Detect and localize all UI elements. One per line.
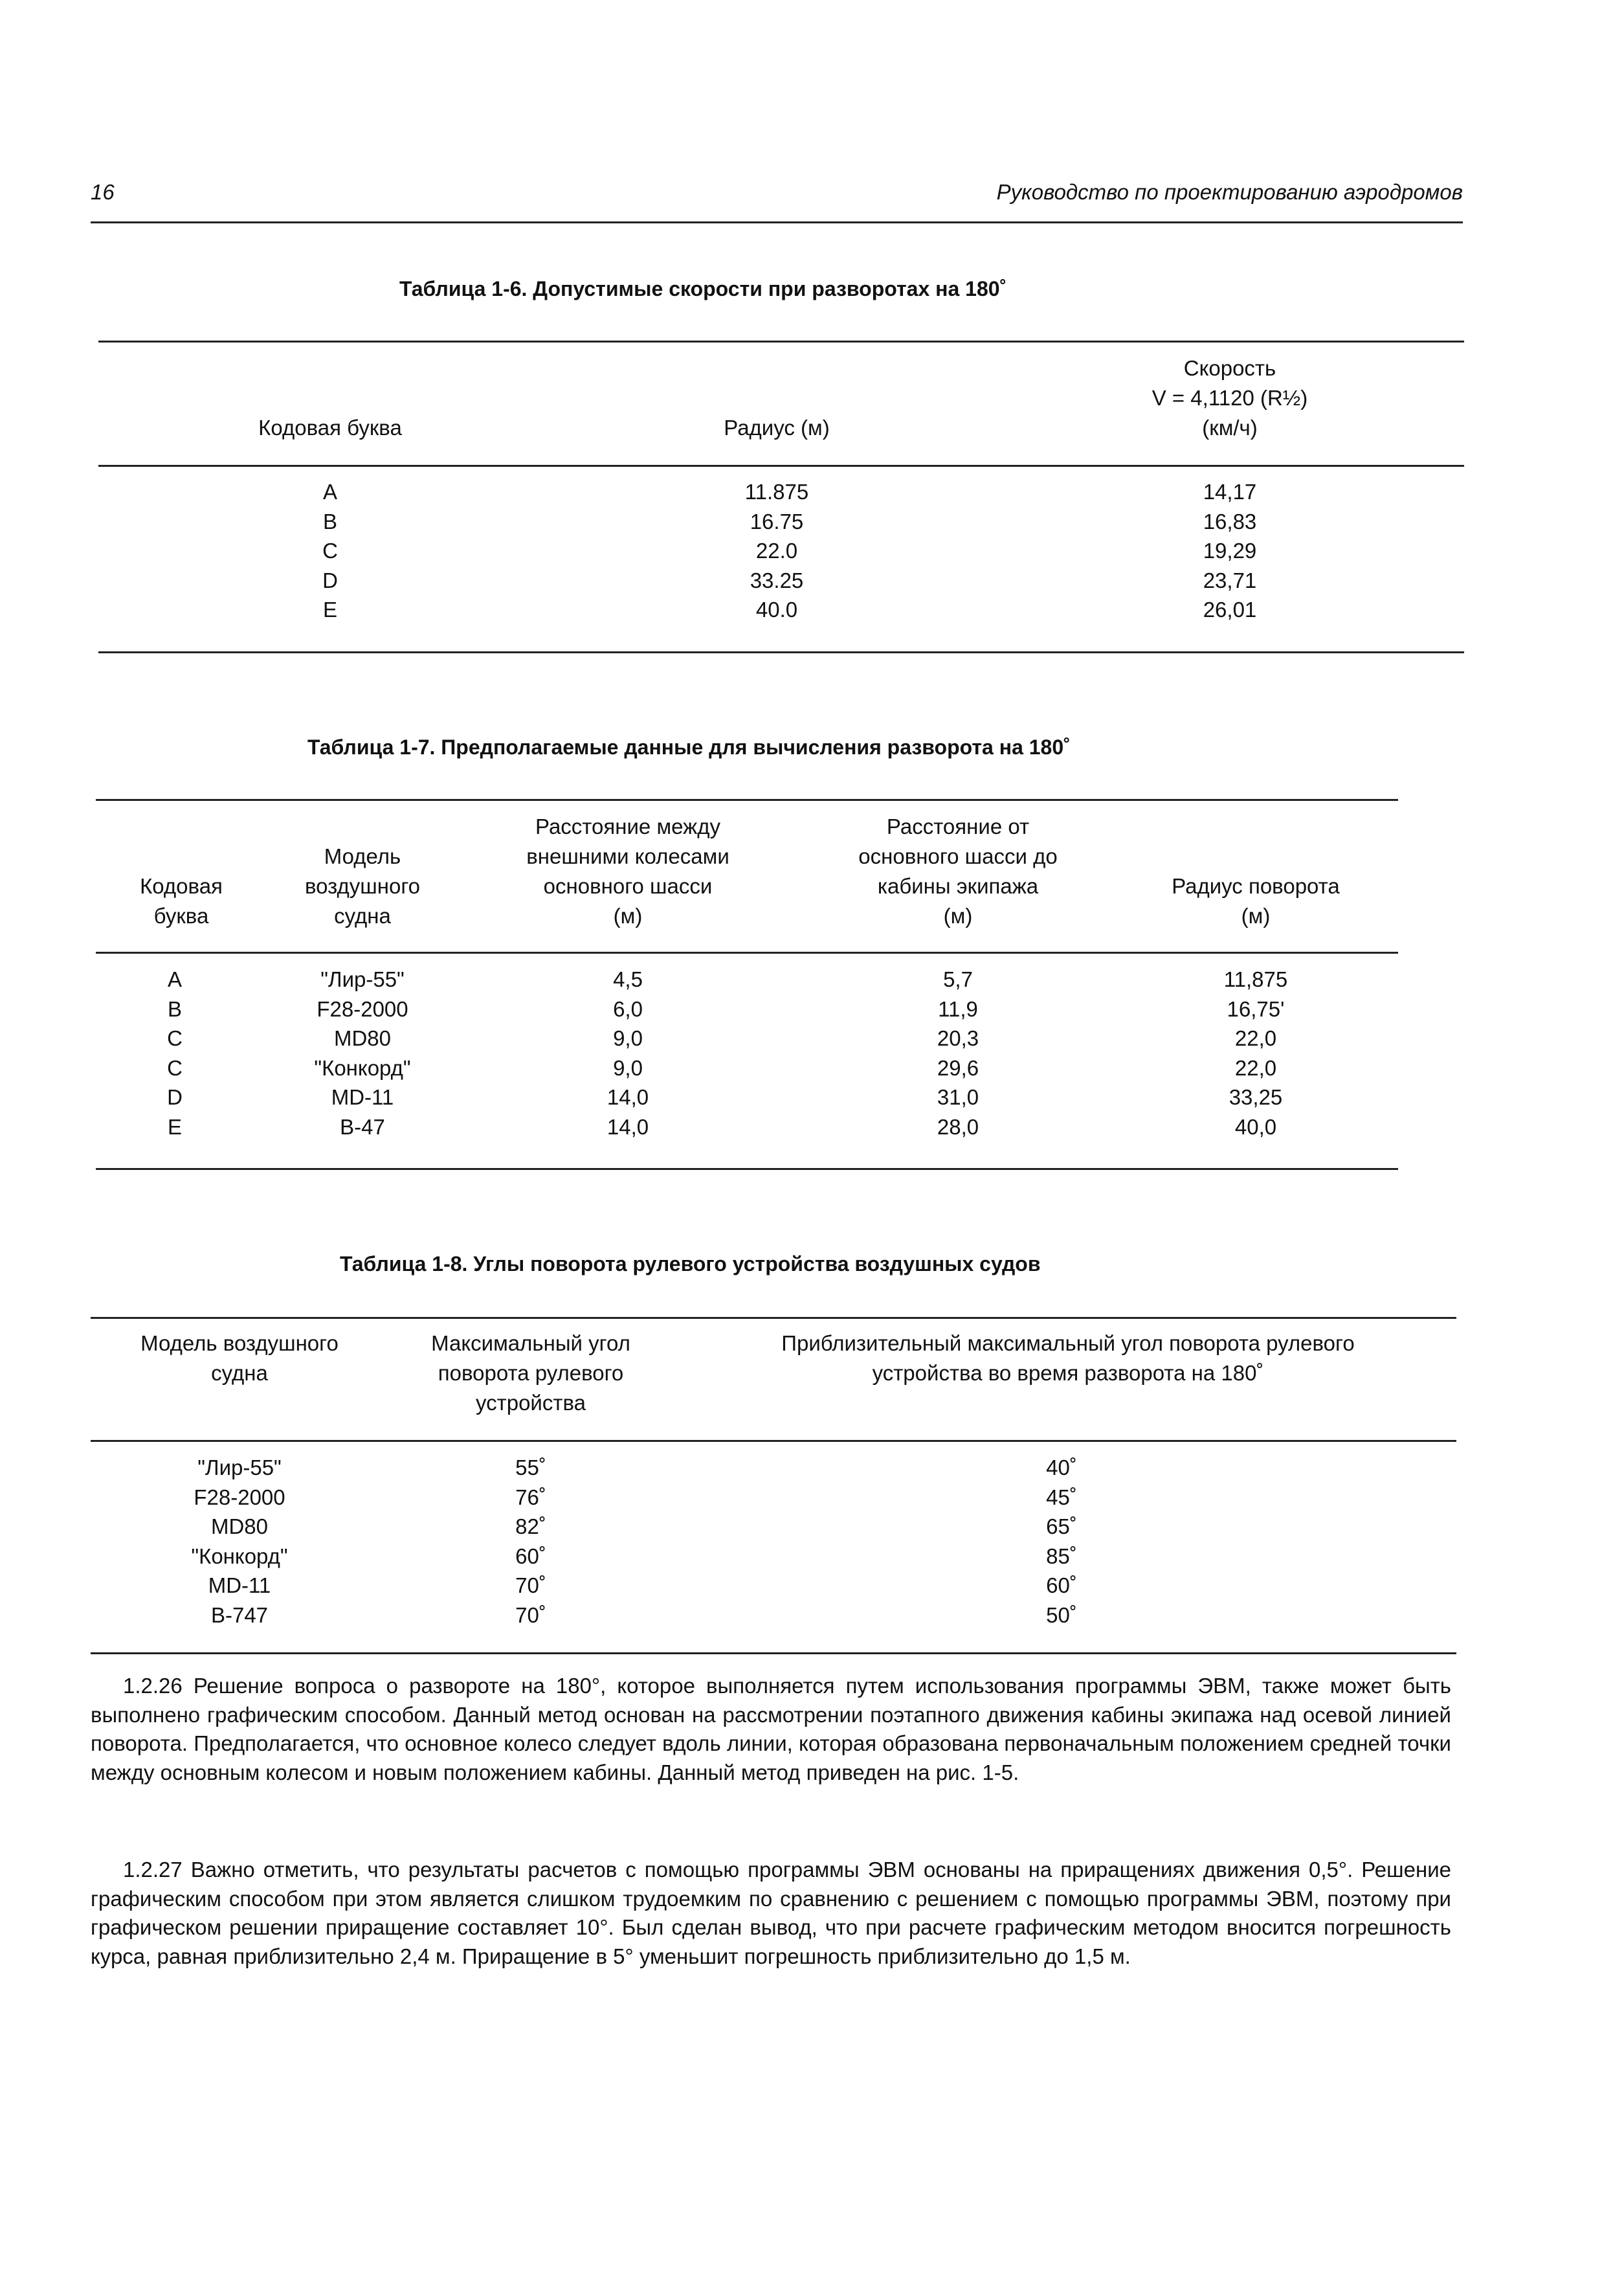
table-1-8-caption: Таблица 1-8. Углы поворота рулевого устройства воздушных судов: [340, 1252, 1041, 1275]
table-1-8-model: "Лир-55": [197, 1455, 282, 1479]
paragraph-1-2-27: [91, 1856, 1451, 1971]
table-1-6-code: A: [322, 480, 337, 504]
table-1-7-code: D: [167, 1085, 183, 1109]
table-1-8-model: F28-2000: [194, 1485, 285, 1509]
table-1-7-cab-distance: 31,0: [937, 1085, 979, 1109]
table-1-7-header-wheels-1: Расстояние между: [535, 815, 720, 838]
table-1-7-turn-radius: 40,0: [1234, 1114, 1277, 1139]
table-1-7-col-code: [142, 965, 207, 1141]
table-1-6-header-speed-3: (км/ч): [1202, 416, 1258, 440]
table-1-7-code: A: [167, 967, 182, 991]
table-1-7-header-code-1: Кодовая: [140, 874, 223, 898]
table-1-8-max-angle: 60˚: [515, 1544, 546, 1568]
table-1-7-wheel-span: 14,0: [606, 1085, 649, 1109]
table-1-7-code: B: [167, 996, 182, 1021]
table-1-7-header-model-2: воздушного: [304, 874, 421, 898]
table-1-6-speed: 14,17: [1203, 480, 1257, 504]
table-1-8-header-max-3: устройства: [475, 1391, 586, 1415]
table-1-7-header-wheels-2: внешними колесами: [526, 844, 729, 868]
table-1-7-bottom-rule: [96, 1168, 1398, 1170]
table-1-7-cab-distance: 20,3: [937, 1026, 979, 1050]
page-number: 16: [91, 180, 115, 204]
table-1-8-header-max-1: Максимальный угол: [431, 1331, 630, 1355]
table-1-7-header-code-2: буква: [153, 904, 209, 928]
table-1-7-top-rule: [96, 799, 1398, 801]
table-1-8-approx-angle: 45˚: [1046, 1485, 1077, 1509]
table-1-7-cab-distance: 5,7: [943, 967, 973, 991]
paragraph-1-2-26: [91, 1672, 1451, 1787]
paragraph-1-2-26-text: 1.2.26 Решение вопроса о развороте на 180°, которое выполняется путем использования программы ЭВМ, также может быть выполнено графическим способом. Данный метод основан на рассмотрении поэтапного движения кабины экипажа над осевой линией поворота. Предполагается, что основное колесо следует вдоль линии, которая образована первоначальным положением средней точки между основным колесом и новым положением кабины. Данный метод приведен на рис. 1-5.: [91, 1674, 1451, 1784]
table-1-7-caption: Таблица 1-7. Предполагаемые данные для вычисления разворота на 180˚: [307, 736, 1071, 759]
table-1-8-header-model-1: Модель воздушного: [140, 1331, 339, 1355]
table-1-7-header-wheels-4: (м): [613, 904, 643, 928]
table-1-7-col-wheel-span: [563, 965, 693, 1141]
table-1-8-bottom-rule: [91, 1652, 1456, 1654]
table-1-7-header-cab-2: основного шасси до: [858, 844, 1058, 868]
table-1-8-approx-angle: 40˚: [1046, 1455, 1077, 1479]
table-1-6-speed: 16,83: [1203, 509, 1257, 534]
page-header: [91, 180, 1463, 223]
table-1-6-code: E: [322, 598, 337, 622]
table-1-7-wheel-span: 4,5: [613, 967, 643, 991]
table-1-8-model: MD80: [210, 1514, 269, 1538]
table-1-8-col-approx-angle: [1023, 1453, 1100, 1630]
table-1-7-model: F28-2000: [317, 996, 408, 1021]
table-1-6-code: D: [322, 568, 338, 592]
table-1-7-col-turn-radius: [1191, 965, 1320, 1141]
table-1-8-approx-angle: 60˚: [1046, 1573, 1077, 1597]
table-1-7-turn-radius: 22,0: [1234, 1055, 1277, 1080]
table-1-8-model: MD-11: [208, 1573, 271, 1597]
table-1-8-header-max-2: поворота рулевого: [438, 1361, 624, 1385]
table-1-7-turn-radius: 16,75': [1227, 996, 1285, 1021]
table-1-8-model: B-747: [210, 1602, 269, 1627]
table-1-7-code: C: [167, 1026, 183, 1050]
table-1-7-header-cab-1: Расстояние от: [886, 815, 1030, 838]
table-1-7-code: C: [167, 1055, 183, 1080]
table-1-7-header-cab-4: (м): [943, 904, 973, 928]
table-1-7-header-turn-2: (м): [1241, 904, 1271, 928]
running-title: Руководство по проектированию аэродромов: [996, 180, 1463, 204]
table-1-6-top-rule: [98, 341, 1464, 343]
table-1-8-max-angle: 76˚: [515, 1485, 546, 1509]
table-1-7-col-cab-distance: [893, 965, 1023, 1141]
table-1-8-header-model-2: судна: [211, 1361, 268, 1385]
table-1-8-approx-angle: 65˚: [1046, 1514, 1077, 1538]
table-1-8-approx-angle: 50˚: [1046, 1602, 1077, 1627]
table-1-6-speed: 19,29: [1203, 539, 1257, 563]
table-1-6-header-rule: [98, 465, 1464, 467]
table-1-7-model: B-47: [340, 1114, 385, 1139]
table-1-7-code: E: [167, 1114, 182, 1139]
paragraph-1-2-27-text: 1.2.27 Важно отметить, что результаты расчетов с помощью программы ЭВМ основаны на приращениях движения 0,5°. Решение графическим способом при этом является слишком трудоемким по сравнению с решением с помощью программы ЭВМ, поэтому при графическом решении приращение составляет 10°. Был сделан вывод, что при расчете графическим методом вносится погрешность курса, равная приблизительно 2,4 м. Приращение в 5° уменьшит погрешность приблизительно до 1,5 м.: [91, 1858, 1451, 1968]
table-1-6-caption: Таблица 1-6. Допустимые скорости при разворотах на 180˚: [399, 277, 1007, 300]
table-1-8-max-angle: 70˚: [515, 1573, 546, 1597]
table-1-6-speed: 26,01: [1203, 598, 1257, 622]
table-1-7-header-model-1: Модель: [324, 844, 401, 868]
table-1-8-header-approx-2: устройства во время разворота на 180˚: [872, 1361, 1264, 1385]
table-1-7-model: "Лир-55": [320, 967, 405, 991]
table-1-8-approx-angle: 85˚: [1046, 1544, 1077, 1568]
table-1-8-col-model: [149, 1453, 330, 1630]
table-1-8-header-rule: [91, 1440, 1456, 1442]
table-1-7-cab-distance: 11,9: [938, 996, 978, 1021]
table-1-6-header-speed-2: V = 4,1120 (R½): [1151, 386, 1308, 410]
table-1-6-code: B: [322, 509, 337, 534]
table-1-6-col-speed: [1165, 477, 1295, 625]
table-1-8-max-angle: 55˚: [515, 1455, 546, 1479]
table-1-6-radius: 33.25: [750, 568, 804, 592]
table-1-7-header-rule: [96, 952, 1398, 954]
table-1-7-turn-radius: 11,875: [1223, 967, 1288, 991]
table-1-6-radius: 16.75: [750, 509, 804, 534]
table-1-7-header-wheels-3: основного шасси: [543, 874, 713, 898]
table-1-6-speed: 23,71: [1203, 568, 1257, 592]
table-1-7-wheel-span: 14,0: [606, 1114, 649, 1139]
table-1-7-turn-radius: 22,0: [1234, 1026, 1277, 1050]
table-1-6-code: C: [322, 539, 338, 563]
table-1-7-header-turn-1: Радиус поворота: [1172, 874, 1340, 898]
table-1-7-header-cab-3: кабины экипажа: [877, 874, 1039, 898]
table-1-8-header-approx-1: Приблизительный максимальный угол поворота рулевого: [781, 1331, 1355, 1355]
table-1-8-max-angle: 82˚: [515, 1514, 546, 1538]
table-1-8-col-max-angle: [492, 1453, 570, 1630]
table-1-7-col-model: [272, 965, 453, 1141]
table-1-7-wheel-span: 6,0: [613, 996, 643, 1021]
table-1-6-header-code: Кодовая буква: [258, 416, 402, 440]
table-1-7-turn-radius: 33,25: [1229, 1085, 1283, 1109]
table-1-6-radius: 22.0: [755, 539, 798, 563]
table-1-7-cab-distance: 28,0: [937, 1114, 979, 1139]
table-1-6-radius: 40.0: [755, 598, 798, 622]
table-1-8-top-rule: [91, 1317, 1456, 1319]
table-1-7-wheel-span: 9,0: [613, 1026, 643, 1050]
table-1-8-model: "Конкорд": [191, 1544, 288, 1568]
table-1-7-model: MD-11: [331, 1085, 394, 1109]
table-1-6-bottom-rule: [98, 651, 1464, 653]
table-1-7-model: "Конкорд": [314, 1055, 411, 1080]
table-1-7-wheel-span: 9,0: [613, 1055, 643, 1080]
table-1-8-max-angle: 70˚: [515, 1602, 546, 1627]
table-1-7-model: MD80: [333, 1026, 392, 1050]
table-1-6-col-radius: [712, 477, 841, 625]
table-1-6-header-speed-1: Скорость: [1183, 356, 1276, 380]
table-1-6-header-radius: Радиус (м): [724, 416, 830, 440]
table-1-7-cab-distance: 29,6: [937, 1055, 979, 1080]
table-1-6-col-code: [298, 477, 362, 625]
table-1-6-radius: 11.875: [744, 480, 809, 504]
table-1-7-header-model-3: судна: [334, 904, 391, 928]
